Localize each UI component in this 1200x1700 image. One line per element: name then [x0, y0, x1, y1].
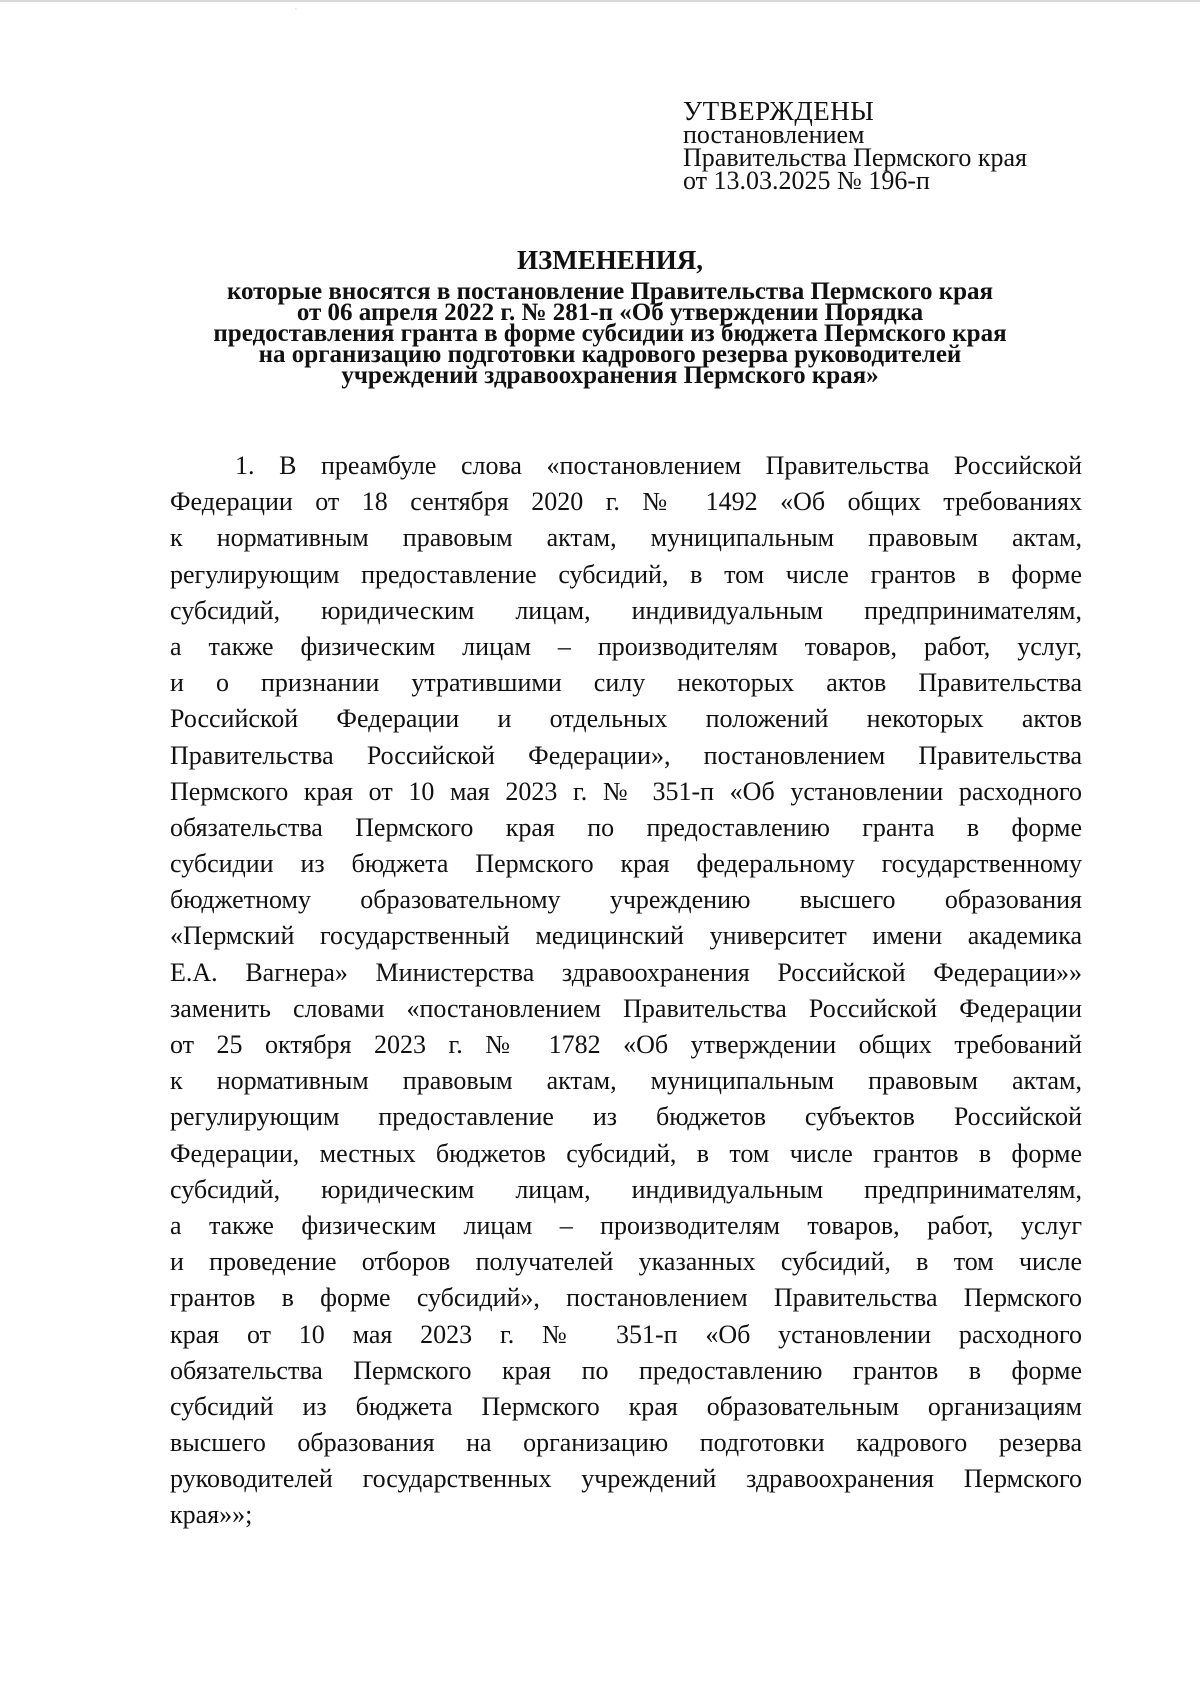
paragraph-line: 1. В преамбуле слова «постановлением Правительства Российской	[235, 451, 1082, 480]
paragraph-line: высшего образования на организацию подготовки кадрового резерва	[170, 1428, 1082, 1458]
approval-line: от 13.03.2025 № 196-п	[683, 166, 930, 195]
scan-top-edge	[0, 0, 1200, 2]
paragraph-line: регулирующим предоставление субсидий, в том числе грантов в форме	[170, 559, 1082, 589]
paragraph-line: к нормативным правовым актам, муниципальным правовым актам,	[170, 523, 1082, 553]
paragraph-line: грантов в форме субсидий», постановлением Правительства Пермского	[170, 1283, 1082, 1313]
scan-speck: ᵕ	[295, 4, 298, 14]
approval-line: Правительства Пермского края	[683, 143, 1027, 172]
paragraph-line: субсидии из бюджета Пермского края федеральному государственному	[170, 849, 1082, 879]
heading-line: предоставления гранта в форме субсидии из бюджета Пермского края	[213, 320, 1007, 347]
heading-line: которые вносятся в постановление Правительства Пермского края	[226, 278, 994, 305]
paragraph-line: «Пермский государственный медицинский университет имени академика	[170, 921, 1082, 951]
paragraph-line: Правительства Российской Федерации», постановлением Правительства	[170, 740, 1082, 770]
heading-line: на организацию подготовки кадрового резерва руководителей	[258, 341, 962, 368]
heading-title: ИЗМЕНЕНИЯ,	[516, 245, 703, 275]
document-heading	[140, 243, 1080, 389]
paragraph-line: и проведение отборов получателей указанных субсидий, в том числе	[170, 1247, 1082, 1277]
paragraph-line: Федерации от 18 сентября 2020 г. № 1492 «Об общих требованиях	[170, 487, 1082, 517]
paragraph-line: Е.А. Вагнера» Министерства здравоохранения Российской Федерации»»	[170, 957, 1082, 987]
paragraph-line: края»»;	[170, 1500, 253, 1530]
paragraph-line: субсидий, юридическим лицам, индивидуальным предпринимателям,	[170, 1174, 1082, 1204]
heading-line: учреждений здравоохранения Пермского края»	[341, 362, 879, 389]
approval-block	[683, 96, 1103, 195]
paragraph-line: края от 10 мая 2023 г. № 351-п «Об установлении расходного	[170, 1319, 1082, 1349]
paragraph-line: а также физическим лицам – производителям товаров, работ, услуг	[170, 1210, 1082, 1240]
paragraph-line: Пермского края от 10 мая 2023 г. № 351-п «Об установлении расходного	[170, 776, 1082, 806]
heading-line: от 06 апреля 2022 г. № 281-п «Об утверждении Порядка	[296, 299, 924, 326]
paragraph-line: Российской Федерации и отдельных положений некоторых актов	[170, 704, 1082, 734]
paragraph-line: заменить словами «постановлением Правительства Российской Федерации	[170, 993, 1082, 1023]
paragraph-line: и о признании утратившими силу некоторых актов Правительства	[170, 668, 1082, 698]
paragraph-line: а также физическим лицам – производителям товаров, работ, услуг,	[170, 631, 1082, 661]
approval-line: постановлением	[683, 120, 865, 149]
document-body	[170, 448, 1082, 1534]
paragraph-line: обязательства Пермского края по предоставлению грантов в форме	[170, 1355, 1082, 1385]
paragraph-line: регулирующим предоставление из бюджетов субъектов Российской	[170, 1102, 1082, 1132]
paragraph-line: руководителей государственных учреждений здравоохранения Пермского	[170, 1464, 1082, 1494]
paragraph-line: обязательства Пермского края по предоставлению гранта в форме	[170, 812, 1082, 842]
paragraph-line: бюджетному образовательному учреждению высшего образования	[170, 885, 1082, 915]
approval-title: УТВЕРЖДЕНЫ	[683, 96, 875, 126]
paragraph-line: Федерации, местных бюджетов субсидий, в том числе грантов в форме	[170, 1138, 1082, 1168]
paragraph-line: субсидий из бюджета Пермского края образовательным организациям	[170, 1391, 1082, 1421]
paragraph-line: к нормативным правовым актам, муниципальным правовым актам,	[170, 1066, 1082, 1096]
paragraph-line: субсидий, юридическим лицам, индивидуальным предпринимателям,	[170, 595, 1082, 625]
paragraph-line: от 25 октября 2023 г. № 1782 «Об утверждении общих требований	[170, 1030, 1082, 1059]
